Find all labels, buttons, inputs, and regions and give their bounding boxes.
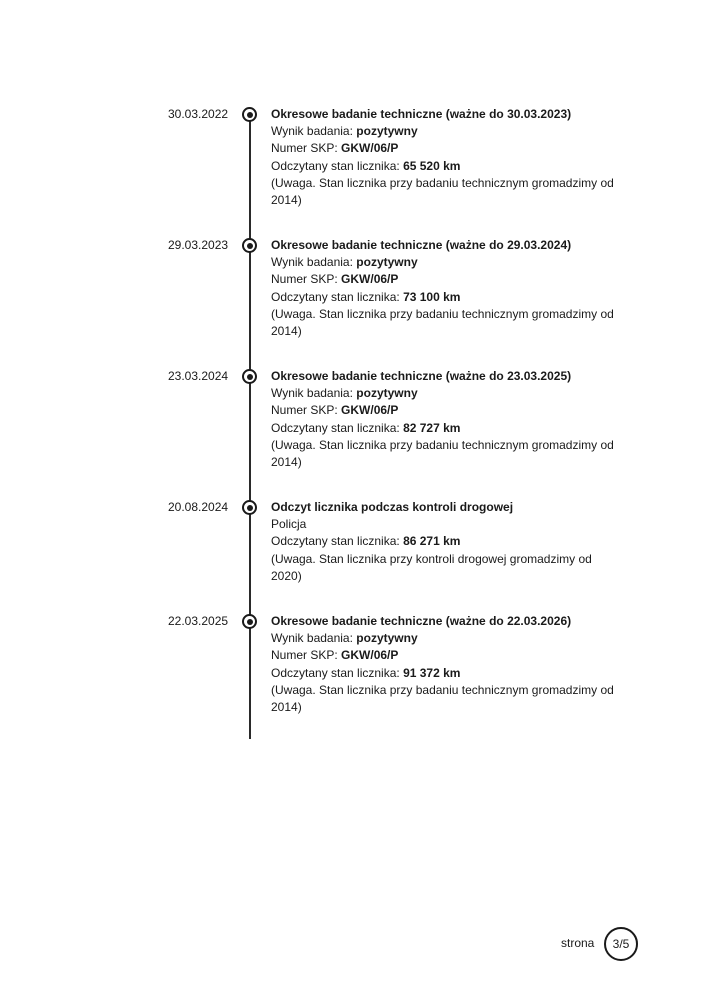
- odometer-line: [271, 533, 616, 550]
- odometer-label: Odczytany stan licznika:: [271, 534, 404, 549]
- entry-date: 29.03.2023: [168, 238, 229, 252]
- result-value: pozytywny: [356, 124, 418, 139]
- odometer-label: Odczytany stan licznika:: [271, 420, 404, 435]
- result-line: [271, 385, 616, 402]
- skp-label: Numer SKP:: [271, 403, 342, 418]
- skp-value: GKW/06/P: [341, 648, 399, 663]
- entry-title: Okresowe badanie techniczne (ważne do 23.03.2025): [271, 369, 572, 383]
- odometer-label: Odczytany stan licznika:: [271, 158, 404, 173]
- entry-title: Okresowe badanie techniczne (ważne do 29.03.2024): [271, 238, 572, 252]
- skp-label: Numer SKP:: [271, 141, 342, 156]
- entry-note: (Uwaga. Stan licznika przy kontroli drogowej gromadzimy od 2020): [271, 551, 592, 583]
- entry-body: [271, 368, 616, 471]
- entry-body: [271, 613, 616, 716]
- skp-label: Numer SKP:: [271, 272, 342, 287]
- skp-line: [271, 271, 616, 288]
- timeline-dot-icon: [242, 107, 257, 122]
- entry-body: [271, 106, 616, 209]
- timeline-dot-icon: [242, 238, 257, 253]
- entry-date: 22.03.2025: [168, 614, 229, 628]
- page-number-badge: 3/5: [604, 927, 638, 961]
- odometer-value: 86 271 km: [403, 534, 461, 549]
- odometer-line: [271, 289, 616, 306]
- entry-source: Policja: [271, 517, 307, 532]
- entry-date: 30.03.2022: [168, 107, 229, 121]
- entry-note: (Uwaga. Stan licznika przy badaniu technicznym gromadzimy od 2014): [271, 306, 614, 339]
- odometer-label: Odczytany stan licznika:: [271, 665, 404, 680]
- skp-value: GKW/06/P: [341, 141, 399, 156]
- entry-title: Okresowe badanie techniczne (ważne do 30.03.2023): [271, 107, 572, 121]
- odometer-label: Odczytany stan licznika:: [271, 289, 404, 304]
- result-value: pozytywny: [356, 255, 418, 270]
- odometer-value: 65 520 km: [403, 158, 461, 173]
- entry-date: 20.08.2024: [168, 500, 229, 514]
- skp-line: [271, 402, 616, 419]
- timeline-dot-icon: [242, 614, 257, 629]
- result-value: pozytywny: [356, 386, 418, 401]
- entry-note: (Uwaga. Stan licznika przy badaniu technicznym gromadzimy od 2014): [271, 175, 614, 208]
- result-label: Wynik badania:: [271, 124, 357, 139]
- result-label: Wynik badania:: [271, 255, 357, 270]
- entry-note: (Uwaga. Stan licznika przy badaniu technicznym gromadzimy od 2014): [271, 437, 614, 470]
- timeline-dot-icon: [242, 369, 257, 384]
- skp-line: [271, 647, 616, 664]
- entry-body: [271, 237, 616, 340]
- timeline-line: [249, 114, 251, 739]
- skp-label: Numer SKP:: [271, 648, 342, 663]
- odometer-value: 91 372 km: [403, 665, 461, 680]
- odometer-line: [271, 665, 616, 682]
- entry-title: Odczyt licznika podczas kontroli drogowej: [271, 500, 514, 514]
- skp-value: GKW/06/P: [341, 403, 399, 418]
- result-line: [271, 630, 616, 647]
- page-label: strona: [561, 936, 595, 950]
- odometer-line: [271, 158, 616, 175]
- odometer-value: 82 727 km: [403, 420, 461, 435]
- result-line: [271, 254, 616, 271]
- entry-note: (Uwaga. Stan licznika przy badaniu technicznym gromadzimy od 2014): [271, 682, 614, 715]
- timeline-dot-icon: [242, 500, 257, 515]
- skp-line: [271, 140, 616, 157]
- entry-date: 23.03.2024: [168, 369, 229, 383]
- result-value: pozytywny: [356, 631, 418, 646]
- result-label: Wynik badania:: [271, 386, 357, 401]
- odometer-value: 73 100 km: [403, 289, 461, 304]
- skp-value: GKW/06/P: [341, 272, 399, 287]
- entry-title: Okresowe badanie techniczne (ważne do 22.03.2026): [271, 614, 572, 628]
- result-label: Wynik badania:: [271, 631, 357, 646]
- odometer-line: [271, 420, 616, 437]
- entry-body: [271, 499, 616, 585]
- result-line: [271, 123, 616, 140]
